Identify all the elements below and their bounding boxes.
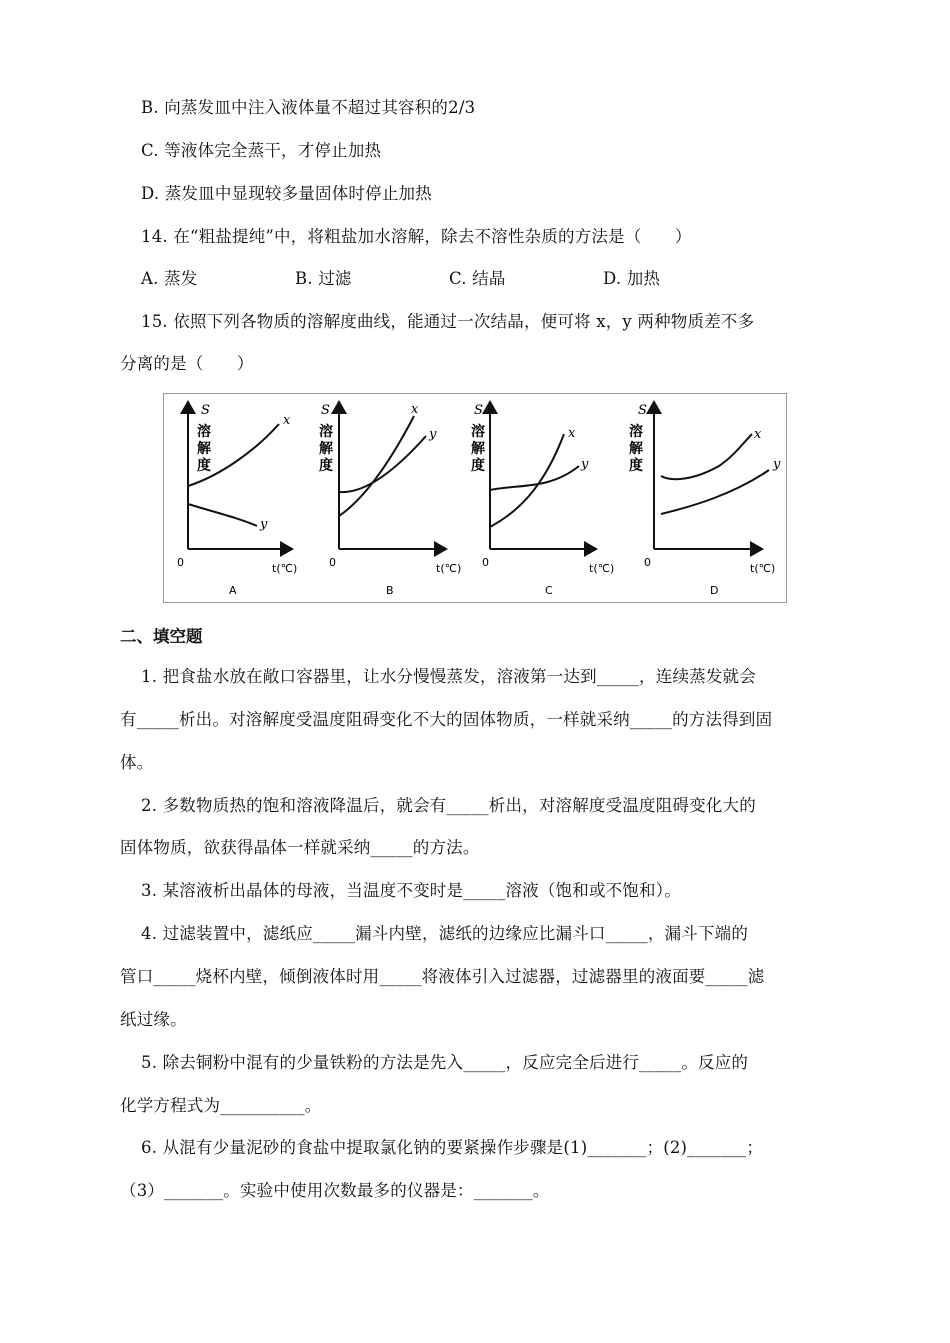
panel-d-letter: D: [710, 584, 719, 597]
panel-d-curve-x: [661, 434, 752, 479]
panel-c-s-label: S: [474, 403, 483, 418]
panel-c-origin: 0: [482, 556, 489, 569]
panel-b-curve-y: [339, 436, 426, 492]
panel-a-letter: A: [229, 584, 237, 597]
panel-d-ylabel-1: 溶: [629, 424, 643, 440]
panel-a-ylabel-2: 解: [197, 441, 211, 457]
panel-a: [177, 402, 297, 597]
q14-stem: 14. 在“粗盐提纯”中，将粗盐加水溶解，除去不溶性杂质的方法是（ ）: [141, 227, 692, 246]
panel-b-letter: B: [386, 584, 394, 597]
panel-b: [319, 402, 461, 597]
fill-q3-line1: 3. 某溶液析出晶体的母液，当温度不变时是_____溶液（饱和或不饱和）。: [141, 881, 681, 900]
panel-d-ylabel-2: 解: [629, 441, 643, 457]
panel-a-x-label: x: [283, 413, 291, 428]
panel-d-s-label: S: [638, 403, 647, 418]
panel-a-xlabel: t(℃): [272, 562, 298, 575]
q14-option-d: D. 加热: [603, 269, 661, 288]
q14-options: [141, 268, 660, 290]
fill-q1-line3: 体。: [120, 753, 154, 772]
panel-d-y-label: y: [773, 457, 781, 472]
panel-b-origin: 0: [329, 556, 336, 569]
panel-b-curve-x: [339, 416, 414, 516]
q14-option-c: C. 结晶: [449, 269, 506, 288]
panel-c: [471, 402, 614, 597]
q14-option-b: B. 过滤: [295, 269, 352, 288]
panel-b-ylabel-2: 解: [319, 441, 333, 457]
panel-d-ylabel-3: 度: [629, 458, 643, 474]
panel-c-ylabel-3: 度: [471, 458, 485, 474]
panel-a-y-label: y: [260, 517, 268, 532]
panel-b-y-label: y: [429, 427, 437, 442]
panel-c-x-label: x: [568, 426, 576, 441]
q13-option-c: C. 等液体完全蒸干，才停止加热: [141, 141, 382, 160]
fill-q4-line2: 管口_____烧杯内壁，倾倒液体时用_____将液体引入过滤器，过滤器里的液面要_____滤: [120, 967, 765, 986]
fill-q5-line2: 化学方程式为__________。: [120, 1096, 322, 1115]
solubility-curves-svg: [164, 394, 786, 602]
fill-q4-line3: 纸过缘。: [120, 1010, 187, 1029]
panel-d-xlabel: t(℃): [750, 562, 776, 575]
panel-b-ylabel-3: 度: [319, 458, 333, 474]
panel-c-letter: C: [545, 584, 553, 597]
panel-b-x-label: x: [411, 402, 419, 417]
panel-b-s-label: S: [321, 403, 330, 418]
q13-option-d: D. 蒸发皿中显现较多量固体时停止加热: [141, 184, 432, 203]
panel-b-ylabel-1: 溶: [319, 424, 333, 440]
fill-q2-line2: 固体物质，欲获得晶体一样就采纳_____的方法。: [120, 838, 480, 857]
q13-option-b: B. 向蒸发皿中注入液体量不超过其容积的2/3: [141, 98, 476, 117]
panel-c-ylabel-1: 溶: [471, 424, 485, 440]
fill-q1-line1: 1. 把食盐水放在敞口容器里，让水分慢慢蒸发，溶液第一达到_____，连续蒸发就会: [141, 667, 756, 686]
panel-a-ylabel-3: 度: [197, 458, 211, 474]
panel-c-ylabel-2: 解: [471, 441, 485, 457]
section-2-title: 二、填空题: [120, 627, 203, 646]
q15-line2: 分离的是（ ）: [120, 354, 254, 373]
fill-q2-line1: 2. 多数物质热的饱和溶液降温后，就会有_____析出，对溶解度受温度阻碍变化大的: [141, 796, 756, 815]
panel-a-s-label: S: [201, 403, 210, 418]
solubility-curves-figure: [163, 393, 787, 603]
panel-d: [629, 402, 781, 597]
fill-q6-line1: 6. 从混有少量泥砂的食盐中提取氯化钠的要紧操作步骤是(1)_______；(2)_______；: [141, 1138, 764, 1157]
panel-d-curve-y: [661, 470, 769, 514]
panel-d-origin: 0: [644, 556, 651, 569]
fill-q4-line1: 4. 过滤装置中，滤纸应_____漏斗内壁，滤纸的边缘应比漏斗口_____，漏斗下端的: [141, 924, 749, 943]
q14-option-a: A. 蒸发: [141, 269, 198, 288]
fill-q6-line2: （3）_______。实验中使用次数最多的仪器是：_______。: [120, 1181, 550, 1200]
panel-a-ylabel-1: 溶: [197, 424, 211, 440]
panel-a-origin: 0: [177, 556, 184, 569]
panel-c-y-label: y: [581, 457, 589, 472]
panel-b-xlabel: t(℃): [436, 562, 462, 575]
panel-c-curve-y: [490, 466, 579, 490]
panel-c-xlabel: t(℃): [589, 562, 615, 575]
q15-line1: 15. 依照下列各物质的溶解度曲线，能通过一次结晶，便可将 x，y 两种物质差不多: [141, 312, 755, 331]
panel-d-x-label: x: [754, 427, 762, 442]
panel-a-curve-y: [188, 504, 257, 526]
fill-q1-line2: 有_____析出。对溶解度受温度阻碍变化不大的固体物质，一样就采纳_____的方法得到固: [120, 710, 773, 729]
fill-q5-line1: 5. 除去铜粉中混有的少量铁粉的方法是先入_____，反应完全后进行_____。反应的: [141, 1053, 749, 1072]
